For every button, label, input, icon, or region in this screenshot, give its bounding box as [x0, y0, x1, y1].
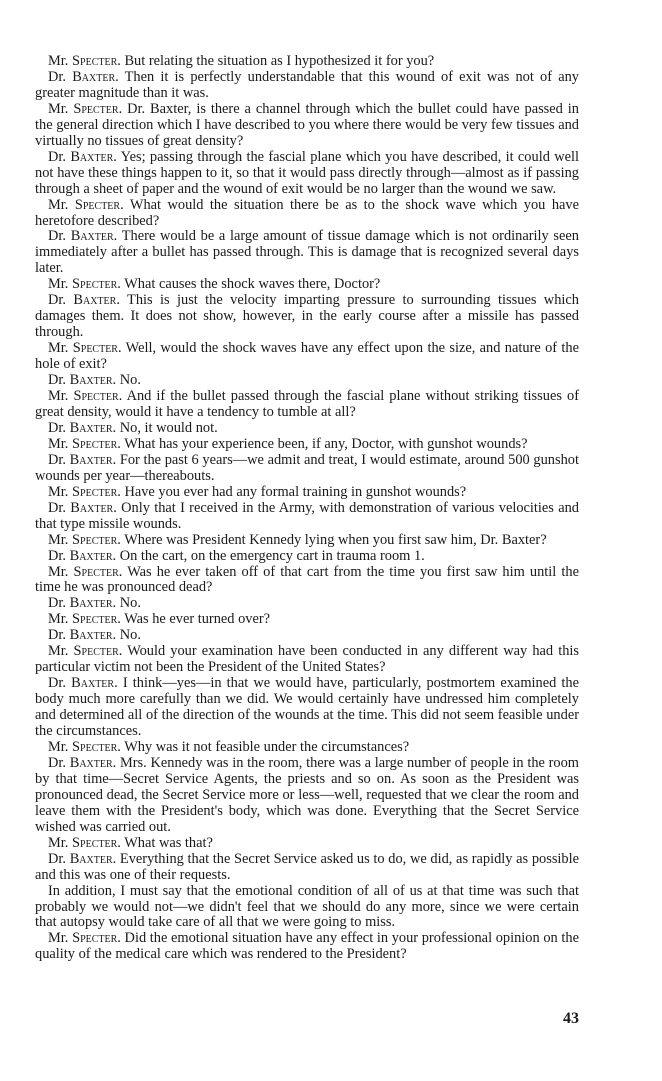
- speaker-name: Specter.: [73, 388, 123, 405]
- speaker-name: Specter.: [72, 531, 121, 548]
- paragraph-text: What would the situation there be as to the shock wave which you have heretofore described?: [35, 196, 579, 229]
- paragraph-text: Have you ever had any formal training in gunshot wounds?: [124, 483, 467, 500]
- speaker-name: Specter.: [73, 643, 123, 660]
- speaker-name: Specter.: [72, 340, 122, 357]
- speaker-title: Dr.: [48, 754, 66, 771]
- speaker-title: Dr.: [48, 595, 66, 612]
- speaker-name: Specter.: [73, 100, 123, 117]
- speaker-name: Specter.: [73, 563, 123, 580]
- speaker-name: Baxter.: [69, 547, 117, 564]
- speaker-name: Specter.: [72, 435, 121, 452]
- speaker-name: Baxter.: [69, 451, 117, 468]
- speaker-title: Mr.: [48, 834, 69, 851]
- paragraph-text: Why was it not feasible under the circumstances?: [124, 738, 410, 755]
- paragraph-text: No, it would not.: [119, 419, 218, 436]
- testimony-paragraph: [35, 533, 579, 549]
- speaker-name: Specter.: [72, 738, 121, 755]
- speaker-name: Specter.: [74, 196, 124, 213]
- paragraph-text: Was he ever taken off of that cart from the time you first saw him until the time he was pronounced dead?: [35, 563, 579, 596]
- speaker-name: Specter.: [72, 611, 121, 628]
- paragraph-text: In addition, I must say that the emotional condition of all of us at that time was such that probably we would not—we didn't feel that we should do any more, since we were certain that autopsy would take care of all that we were going to miss.: [35, 882, 579, 931]
- speaker-title: Dr.: [48, 850, 66, 867]
- testimony-paragraph: [35, 70, 579, 102]
- paragraph-text: Mrs. Kennedy was in the room, there was a large number of people in the room by that time—Secret Service Agents, the priests and so on. As soon as the President was pronounced dead, the Secret Service more or less—well, requested that we clear the room and leave them with the President's body, which was done. Everything that the Secret Service wished was carried out.: [35, 754, 579, 835]
- speaker-title: Dr.: [48, 451, 66, 468]
- speaker-title: Mr.: [48, 531, 69, 548]
- speaker-title: Dr.: [48, 547, 66, 564]
- testimony-paragraph: [35, 852, 579, 884]
- paragraph-text: Everything that the Secret Service asked us to do, we did, as rapidly as possible and this was one of their requests.: [35, 850, 579, 883]
- paragraph-text: What was that?: [124, 834, 213, 851]
- paragraph-text: Well, would the shock waves have any effect upon the size, and nature of the hole of exit?: [35, 340, 579, 373]
- testimony-paragraph: [35, 54, 579, 70]
- testimony-paragraph: [35, 293, 579, 341]
- speaker-name: Baxter.: [69, 627, 117, 644]
- speaker-title: Dr.: [48, 372, 66, 389]
- testimony-paragraph: [35, 437, 579, 453]
- testimony-paragraph: [35, 836, 579, 852]
- paragraph-text: No.: [119, 627, 141, 644]
- testimony-paragraph: [35, 740, 579, 756]
- paragraph-text: No.: [119, 595, 141, 612]
- paragraph-text: No.: [119, 372, 141, 389]
- speaker-name: Baxter.: [70, 499, 117, 516]
- paragraph-text: But relating the situation as I hypothesized it for you?: [124, 53, 435, 69]
- paragraph-text: Then it is perfectly understandable that this wound of exit was not of any greater magnitude than it was.: [35, 68, 579, 101]
- speaker-name: Baxter.: [73, 292, 120, 309]
- speaker-name: Baxter.: [70, 148, 117, 165]
- speaker-name: Specter.: [72, 53, 121, 69]
- paragraph-text: On the cart, on the emergency cart in trauma room 1.: [119, 547, 425, 564]
- testimony-paragraph: [35, 756, 579, 836]
- testimony-paragraph: [35, 644, 579, 676]
- speaker-title: Mr.: [48, 100, 69, 117]
- paragraph-text: What has your experience been, if any, Doctor, with gunshot wounds?: [124, 435, 528, 452]
- testimony-paragraph: [35, 485, 579, 501]
- speaker-title: Mr.: [48, 435, 69, 452]
- testimony-paragraph: [35, 884, 579, 932]
- paragraph-text: For the past 6 years—we admit and treat, I would estimate, around 500 gunshot wounds per year—thereabouts.: [35, 451, 579, 484]
- speaker-title: Dr.: [48, 292, 66, 309]
- testimony-paragraph: [35, 565, 579, 597]
- speaker-title: Mr.: [48, 930, 69, 947]
- speaker-name: Baxter.: [69, 595, 117, 612]
- paragraph-text: Did the emotional situation have any effect in your professional opinion on the quality of the medical care which was rendered to the President?: [35, 930, 579, 963]
- speaker-name: Baxter.: [70, 228, 118, 245]
- paragraph-text: What causes the shock waves there, Doctor?: [124, 276, 381, 293]
- testimony-paragraph: [35, 596, 579, 612]
- testimony-paragraph: [35, 341, 579, 373]
- testimony-paragraph: [35, 150, 579, 198]
- paragraph-text: Would your examination have been conducted in any different way had this particular victim not been the President of the United States?: [35, 643, 580, 676]
- speaker-name: Baxter.: [69, 419, 117, 436]
- page-number: 43: [563, 1010, 579, 1027]
- testimony-paragraph: [35, 612, 579, 628]
- paragraph-text: And if the bullet passed through the fascial plane without striking tissues of great density, would it have a tendency to tumble at all?: [35, 388, 579, 420]
- testimony-text: [35, 54, 579, 963]
- speaker-title: Mr.: [48, 643, 69, 660]
- testimony-paragraph: [35, 549, 579, 565]
- speaker-title: Dr.: [48, 627, 66, 644]
- speaker-title: Dr.: [48, 499, 66, 516]
- speaker-name: Specter.: [72, 276, 121, 293]
- testimony-paragraph: [35, 628, 579, 644]
- speaker-title: Dr.: [48, 675, 66, 692]
- speaker-title: Mr.: [48, 388, 69, 405]
- speaker-title: Mr.: [48, 276, 69, 293]
- testimony-paragraph: [35, 421, 579, 437]
- testimony-paragraph: [35, 102, 579, 150]
- speaker-title: Mr.: [48, 611, 69, 628]
- speaker-name: Baxter.: [69, 850, 117, 867]
- paragraph-text: Where was President Kennedy lying when you first saw him, Dr. Baxter?: [124, 531, 547, 548]
- paragraph-text: Was he ever turned over?: [124, 611, 271, 628]
- speaker-title: Mr.: [48, 196, 69, 213]
- speaker-name: Baxter.: [69, 754, 117, 771]
- speaker-name: Specter.: [72, 483, 121, 500]
- speaker-title: Mr.: [48, 53, 69, 69]
- speaker-name: Baxter.: [72, 68, 119, 85]
- paragraph-text: I think—yes—in that we would have, particularly, postmortem examined the body much more carefully than we did. We would certainly have undressed him completely and determined all of the direction of the wounds at the time. This did not seem feasible under the circumstances.: [35, 675, 580, 740]
- testimony-paragraph: [35, 373, 579, 389]
- paragraph-text: There would be a large amount of tissue damage which is not ordinarily seen immediately after a bullet has passed through. This is damage that is recognized several days later.: [35, 228, 580, 277]
- paragraph-text: This is just the velocity imparting pressure to surrounding tissues which damages them. It does not show, however, in the early course after a missile has passed through.: [35, 292, 579, 341]
- speaker-name: Specter.: [72, 930, 121, 947]
- speaker-title: Dr.: [48, 228, 66, 245]
- speaker-title: Mr.: [48, 483, 69, 500]
- speaker-title: Mr.: [48, 563, 69, 580]
- testimony-paragraph: [35, 453, 579, 485]
- speaker-title: Dr.: [48, 148, 66, 165]
- speaker-name: Baxter.: [71, 675, 118, 692]
- paragraph-text: Only that I received in the Army, with demonstration of various velocities and that type missile wounds.: [35, 499, 579, 532]
- speaker-title: Mr.: [48, 738, 69, 755]
- speaker-name: Baxter.: [69, 372, 117, 389]
- testimony-paragraph: [35, 229, 579, 277]
- testimony-paragraph: [35, 501, 579, 533]
- paragraph-text: Dr. Baxter, is there a channel through which the bullet could have passed in the general direction which I have described to you where there would be very few tissues and virtually no tissues of great density?: [35, 100, 579, 149]
- testimony-paragraph: [35, 277, 579, 293]
- testimony-paragraph: [35, 198, 579, 230]
- testimony-paragraph: [35, 676, 579, 740]
- speaker-name: Specter.: [72, 834, 121, 851]
- testimony-paragraph: [35, 389, 579, 421]
- speaker-title: Dr.: [48, 68, 66, 85]
- speaker-title: Mr.: [48, 340, 69, 357]
- testimony-paragraph: [35, 931, 579, 963]
- paragraph-text: Yes; passing through the fascial plane which you have described, it could well not have these things happen to it, so that it would pass directly through—almost as if passing through a sheet of paper and the wound of exit would be no larger than the wound we saw.: [35, 148, 579, 197]
- speaker-title: Dr.: [48, 419, 66, 436]
